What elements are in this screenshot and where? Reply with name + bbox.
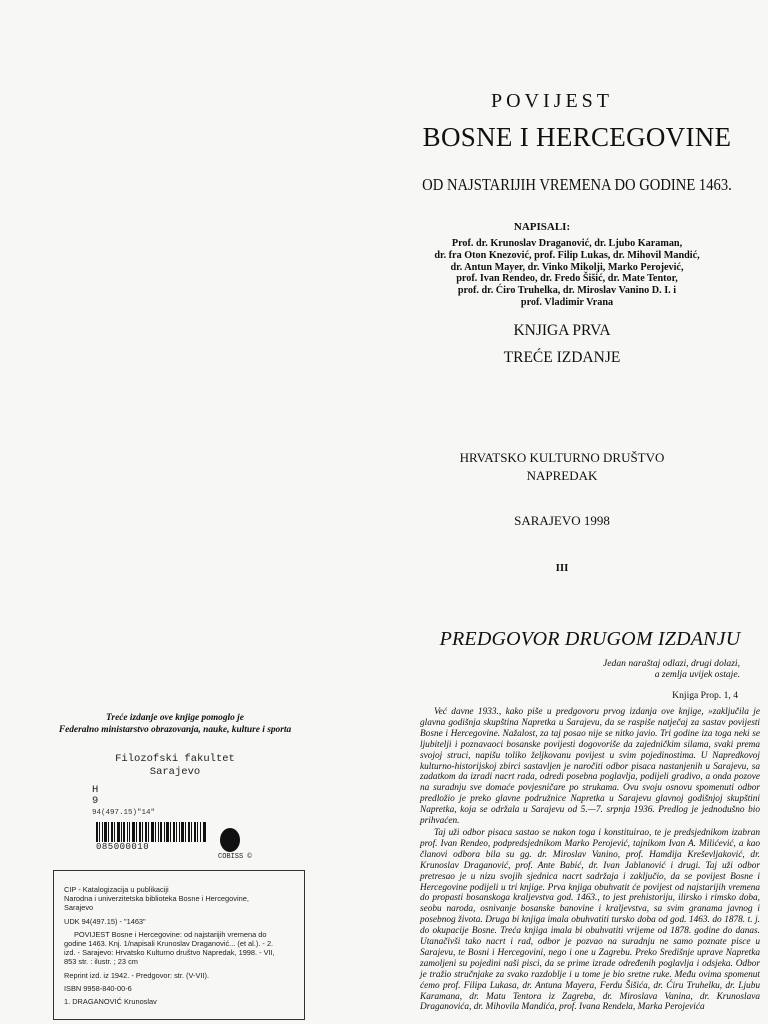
cip-header-2: Narodna i univerzitetska biblioteka Bosne i Hercegovine, (64, 894, 249, 904)
preface-body (420, 707, 760, 1014)
author-line: Prof. dr. Krunoslav Draganović, dr. Ljubo Karaman, (451, 238, 683, 249)
cip-author-entry: 1. DRAGANOVIĆ Krunoslav (64, 997, 157, 1007)
cip-record-box (53, 870, 305, 1020)
ink-dot (220, 828, 240, 852)
signature-letter: H (92, 784, 99, 796)
page-number: III (555, 562, 569, 574)
subtitle: OD NAJSTARIJIH VREMENA DO GODINE 1463. (422, 175, 732, 194)
cobiss-label: COBISS © (218, 853, 252, 861)
stamp-line-2: Sarajevo (149, 766, 201, 778)
cip-header (64, 885, 284, 913)
title-povijest: POVIJEST (490, 90, 613, 112)
author-line: prof. dr. Ćiro Truhelka, dr. Miroslav Vanino D. I. i (457, 285, 677, 297)
author-line: dr. Antun Mayer, dr. Vinko Mikolji, Marko Perojević, (450, 261, 684, 273)
cip-header-1: CIP - Katalogizacija u publikaciji (64, 885, 169, 894)
preface-paragraph: Već davne 1933., kako piše u predgovoru prvog izdanja ove knjige, »zaključila je glavna godišnja skupština Napretka u Sarajevu, da se raspiše natječaj za sastav povijesti Bosne i Hercegovine. Nažalost, za taj posao nije se nitko javio. Tri godine iza toga neki se ljubitelji i poznavaoci bosanske povijesti dogovoriše da zajedničkim silama, svaki prema svojoj struci, napišu toliko željkovanu povijest u svim pojedinostima. U Napredkovoj kulturno-historijskoj zbirci sastavljen je naročiti odbor pisaca nastanjenih u Sarajevu, sa zadatkom da izradi nacrt rada, odredi posebna poglavlja, podijeli gradivo, a onda pozove na suradnju sve domaće povjesničare po strukama. Ovu svoju osnovu spomenuti odbor predložio je preko glavne podružnice Napretka u Sarajevu glavnoj godišnjoj skupštini Napretka, koja se održala u Sarajevu od 5.—7. srpnja 1936. Predlog je jednodušno bio prihvaćen. (420, 707, 760, 827)
preface-paragraph: Taj uži odbor pisaca sastao se nakon toga i konstituirao, te je predsjednikom izabran prof. Ivan Rendeo, podpredsjednikom Marko Perojević, tajnikom Ivan A. Milićević, a kao članovi odbora bila su gg. dr. Miroslav Vanino, prof. Hamdija Kreševljaković, dr. Krunoslav Draganović, prof. Ante Babić, dr. Ivan Jablanović i drugi. Taj uži odbor pretresao je u nizu svojih sjednica nacrt sadržaja i zaključio, da se povijest Bosne i Hercegovine podijeli u tri knjige. Prva knjiga obuhvatit će povijest od najstarijih vremena do propasti bosanskoga kraljevstva god. 1463., to jest prehistoriju, ilirsko i rimsko doba, seobu naroda, osnivanje bosanske banovine i kraljevstva, sa svim granama javnog i posebnog života. Druga bi knjiga imala obuhvatiti tursko doba od god. 1463. do 1878. t. j. do okupacije Bosne. Treća knjiga imala bi obuhvatiti vrijeme od 1878. godine do danas. Utanačivši tako nacrt i rad, odbor je pozvao na suradnju ne samo poznate pisce u Sarajevu, te Bosni i Hercegovini, nego i one u Zagrebu. Preko Središnje uprave Napretka zamoljeni su pojedini naši pisci, da se prime izrade određenih poglavlja i odsjeka. Odbor je tražio stručnjake za svako razdoblje i u tome je bio sretne ruke. Među ovima spomenut ćemo prof. Filipa Lukasa, dr. Antuna Mayera, Ferdu Šišića, dr. Ćiru Truhelku, dr. Ljubu Karamana, dr. Matu Tentora iz Zagreba, dr. Miroslava Vanina, dr. Krunoslava Draganovića, dr. Mihovila Mandića, prof. Ivana Rendela, Marka Perojevića (420, 827, 760, 1013)
author-line: prof. Ivan Rendeo, dr. Fredo Šišić, dr. Mate Tentor, (456, 273, 678, 285)
publisher (392, 449, 732, 485)
author-line: dr. fra Oton Knezović, prof. Filip Lukas, dr. Mihovil Mandić, (434, 249, 700, 261)
sponsor-line-1: Treće izdanje ove knjige pomoglo je (106, 713, 244, 723)
cip-isbn: ISBN 9958-840-00-6 (64, 983, 132, 993)
place-year: SARAJEVO 1998 (514, 513, 610, 528)
publisher-line-1: HRVATSKO KULTURNO DRUŠTVO (459, 450, 665, 465)
epigraph-reference: Knjiga Prop. 1, 4 (672, 690, 738, 701)
authors-list (432, 238, 702, 309)
library-stamp (105, 753, 245, 779)
sponsor-note (40, 712, 310, 736)
title-bosne-i-hercegovine: BOSNE I HERCEGOVINE (422, 122, 732, 152)
barcode (96, 822, 206, 842)
stamp-line-1: Filozofski fakultet (115, 753, 235, 765)
shelf-signature (92, 785, 98, 807)
sponsor-line-2: Federalno ministarstvo obrazovanja, nauke, kulture i sporta (58, 725, 292, 735)
book-volume: KNJIGA PRVA (513, 322, 611, 339)
napisali-label: NAPISALI: (513, 221, 571, 233)
epigraph-line-1: Jedan naraštaj odlazi, drugi dolazi, (603, 658, 740, 669)
edition: TREĆE IZDANJE (503, 349, 621, 366)
publisher-line-2: NAPREDAK (526, 468, 598, 483)
author-line: prof. Vladimir Vrana (520, 296, 614, 308)
cip-reprint: Reprint izd. iz 1942. - Predgovor: str. (V-VII). (64, 970, 209, 980)
cip-udk: UDK 94(497.15) - "1463" (64, 916, 146, 926)
signature-number: 9 (92, 795, 99, 807)
cip-description: POVIJEST Bosne i Hercegovine: od najstarijih vremena do godine 1463. Knj. 1/napisali Krunoslav Draganović... (et al.). - 2. izd. - Sarajevo: Hrvatsko Kulturno društvo Napredak, 1998. - VII, 853 str. : ilustr. ; 23 cm (64, 929, 275, 967)
barcode-number: 085000010 (96, 842, 150, 852)
epigraph-line-2: a zemlja uvijek ostaje. (654, 669, 740, 680)
cip-header-3: Sarajevo (64, 903, 94, 913)
epigraph (500, 658, 740, 680)
preface-title: PREDGOVOR DRUGOM IZDANJU (439, 628, 741, 650)
signature-classification: 94(497.15)"14" (92, 809, 156, 817)
